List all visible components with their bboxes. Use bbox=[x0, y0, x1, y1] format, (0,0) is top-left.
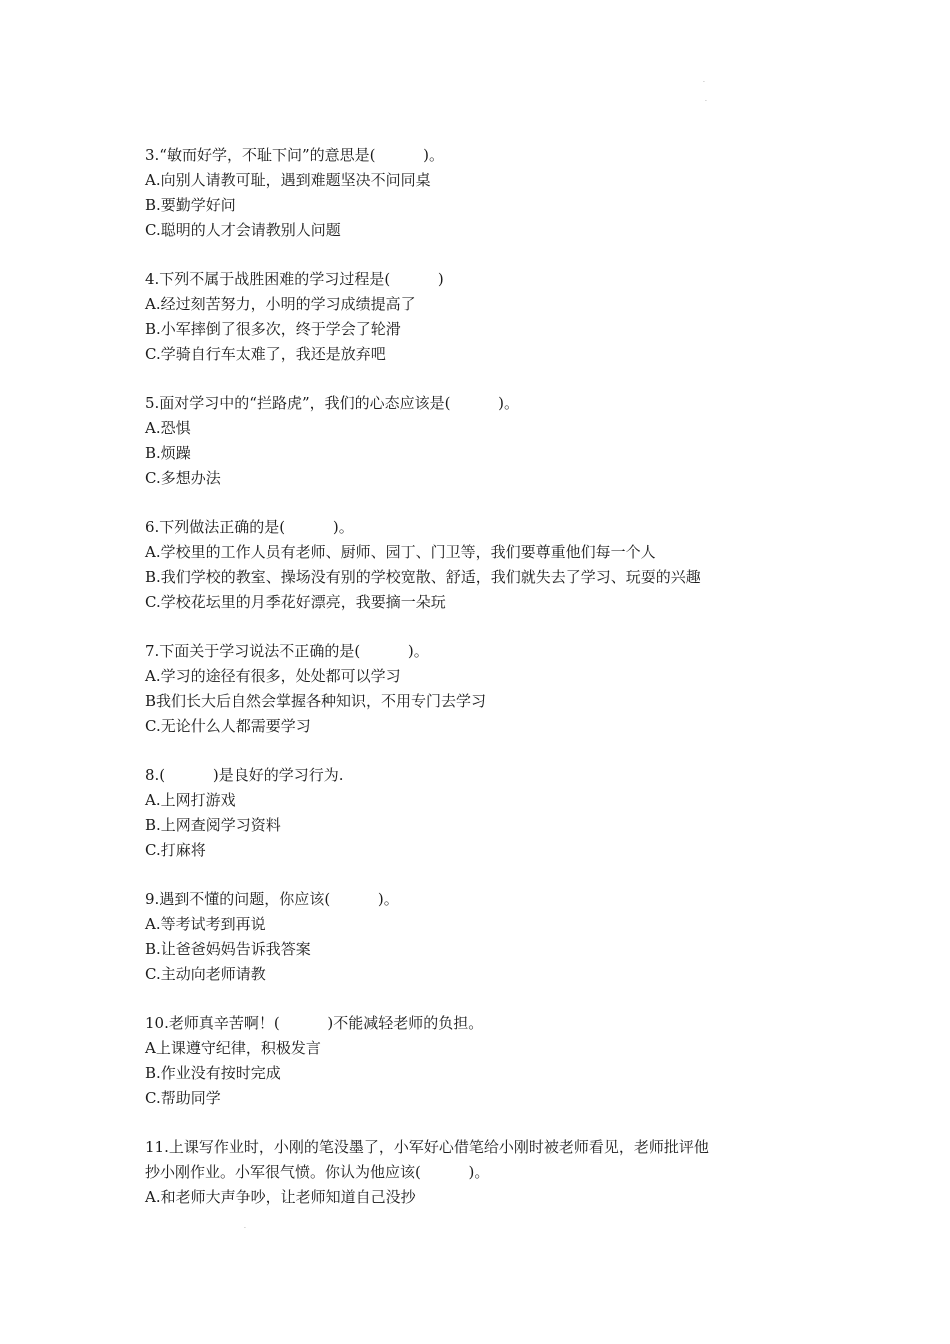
option-a: A.学习的途径有很多，处处都可以学习 bbox=[145, 667, 401, 685]
question-10 bbox=[145, 1011, 785, 1111]
question-stem: 11.上课写作业时，小刚的笔没墨了，小军好心借笔给小刚时被老师看见，老师批评他 bbox=[145, 1138, 709, 1156]
option-a: A.经过刻苦努力，小明的学习成绩提高了 bbox=[145, 295, 416, 313]
option-c: C.学校花坛里的月季花好漂亮，我要摘一朵玩 bbox=[145, 593, 446, 611]
question-11 bbox=[145, 1135, 785, 1210]
option-a: A.向别人请教可耻，遇到难题坚决不问同桌 bbox=[145, 171, 431, 189]
question-stem: 7.下面关于学习说法不正确的是( )。 bbox=[145, 642, 429, 660]
question-6 bbox=[145, 515, 785, 615]
scan-mark: · bbox=[703, 79, 705, 86]
option-b: B.上网查阅学习资料 bbox=[145, 816, 281, 834]
scan-mark: · bbox=[244, 1225, 246, 1232]
question-5 bbox=[145, 391, 785, 491]
option-c: C.无论什么人都需要学习 bbox=[145, 717, 311, 735]
question-3 bbox=[145, 143, 785, 243]
option-c: C.帮助同学 bbox=[145, 1089, 221, 1107]
option-c: C.打麻将 bbox=[145, 841, 206, 859]
question-stem: 9.遇到不懂的问题，你应该( )。 bbox=[145, 890, 399, 908]
option-b: B.要勤学好问 bbox=[145, 196, 236, 214]
question-stem: 4.下列不属于战胜困难的学习过程是( ) bbox=[145, 270, 444, 288]
option-a: A上课遵守纪律，积极发言 bbox=[145, 1039, 321, 1057]
option-a: A.恐惧 bbox=[145, 419, 191, 437]
option-b: B.让爸爸妈妈告诉我答案 bbox=[145, 940, 311, 958]
question-list bbox=[145, 143, 785, 1210]
question-9 bbox=[145, 887, 785, 987]
option-b: B.我们学校的教室、操场没有别的学校宽散、舒适，我们就失去了学习、玩耍的兴趣 bbox=[145, 568, 701, 586]
option-b: B.作业没有按时完成 bbox=[145, 1064, 281, 1082]
scan-mark: · bbox=[705, 98, 707, 105]
question-8 bbox=[145, 763, 785, 863]
question-4 bbox=[145, 267, 785, 367]
question-stem: 6.下列做法正确的是( )。 bbox=[145, 518, 354, 536]
option-b: B.烦躁 bbox=[145, 444, 191, 462]
option-c: C.多想办法 bbox=[145, 469, 221, 487]
option-b: B.小军摔倒了很多次，终于学会了轮滑 bbox=[145, 320, 401, 338]
option-b: B我们长大后自然会掌握各种知识，不用专门去学习 bbox=[145, 692, 487, 710]
question-stem: 3.“敏而好学，不耻下问”的意思是( )。 bbox=[145, 146, 445, 164]
option-a: A.学校里的工作人员有老师、厨师、园丁、门卫等，我们要尊重他们每一个人 bbox=[145, 543, 656, 561]
question-stem: 8.( )是良好的学习行为. bbox=[145, 766, 344, 784]
option-c: C.聪明的人才会请教别人问题 bbox=[145, 221, 341, 239]
question-stem: 5.面对学习中的“拦路虎”，我们的心态应该是( )。 bbox=[145, 394, 520, 412]
question-7 bbox=[145, 639, 785, 739]
question-stem: 10.老师真辛苦啊！( )不能减轻老师的负担。 bbox=[145, 1014, 484, 1032]
option-a: A.上网打游戏 bbox=[145, 791, 236, 809]
option-a: A.和老师大声争吵，让老师知道自己没抄 bbox=[145, 1188, 416, 1206]
option-a: A.等考试考到再说 bbox=[145, 915, 266, 933]
option-c: C.学骑自行车太难了，我还是放弃吧 bbox=[145, 345, 386, 363]
question-stem-continued: 抄小刚作业。小军很气愤。你认为他应该( )。 bbox=[145, 1163, 490, 1181]
option-c: C.主动向老师请教 bbox=[145, 965, 266, 983]
